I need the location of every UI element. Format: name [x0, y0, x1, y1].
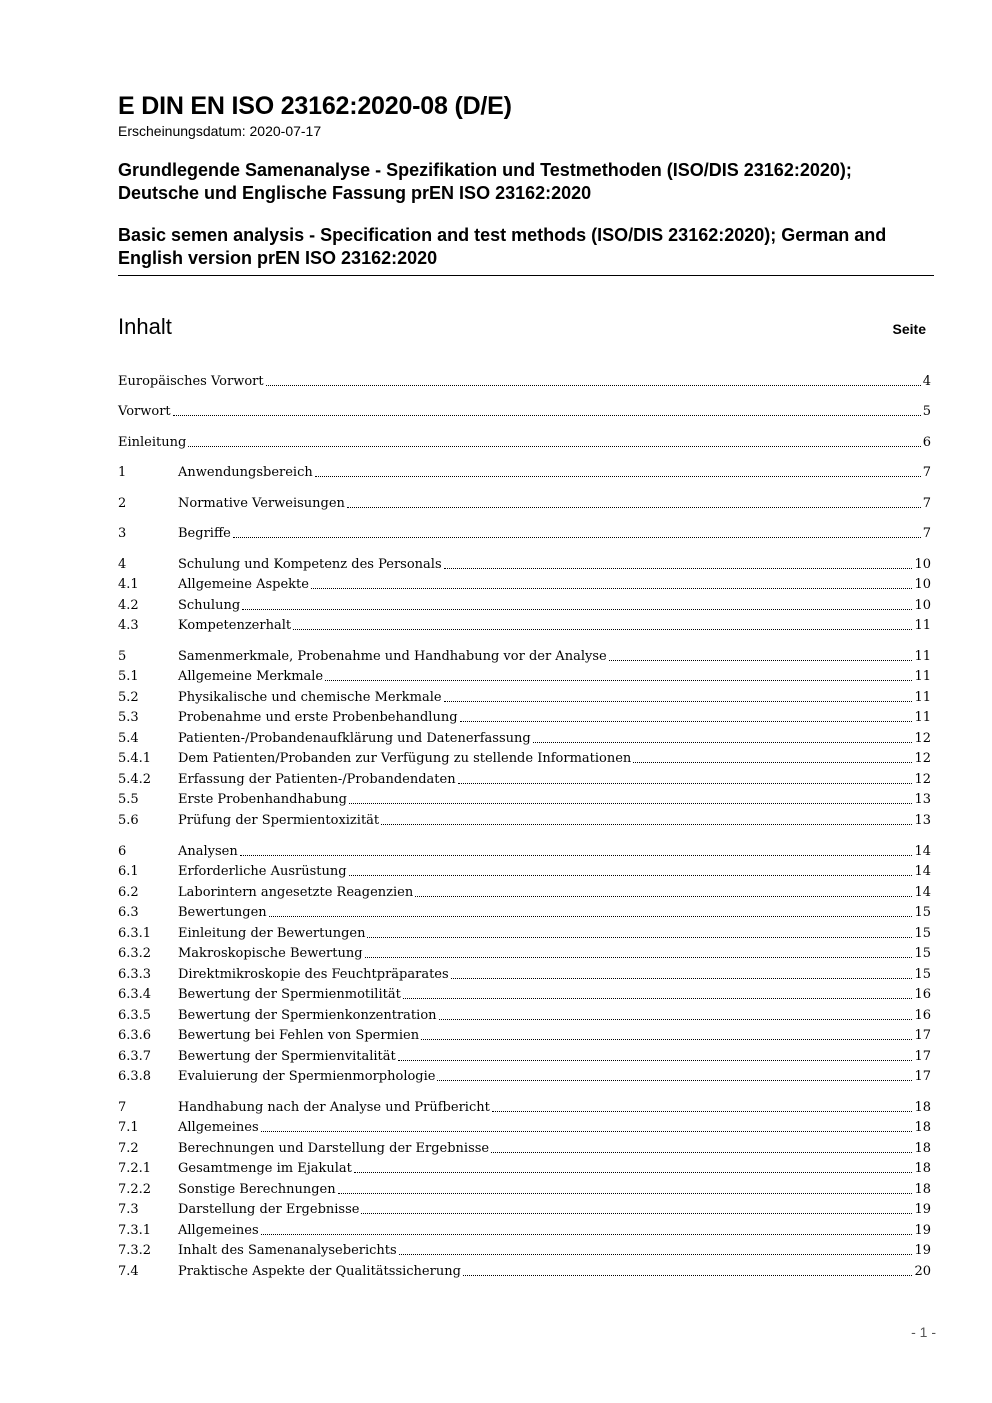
toc-dot-leader: [460, 721, 913, 722]
toc-entry-text: Praktische Aspekte der Qualitätssicherung: [178, 1264, 461, 1279]
toc-entry-page: 6: [922, 435, 931, 450]
toc-entry-number: 6.3.1: [118, 926, 152, 941]
toc-entry-number: 6.3.4: [118, 987, 152, 1002]
toc-entry-number: 6.3.2: [118, 946, 152, 961]
toc-entry-text: Kompetenzerhalt: [178, 618, 292, 633]
page-number: - 1 -: [911, 1324, 936, 1340]
toc-dot-leader: [444, 701, 913, 702]
toc-entry-number: 5.4: [118, 731, 139, 746]
toc-entry[interactable]: [118, 768, 931, 788]
toc-entry[interactable]: [118, 461, 931, 481]
toc-dot-leader: [347, 507, 921, 508]
toc-entry-page: 15: [914, 926, 931, 941]
toc-entry[interactable]: [118, 1116, 931, 1136]
toc-entry[interactable]: [118, 809, 931, 829]
toc-entry[interactable]: [118, 788, 931, 808]
toc-entry[interactable]: [118, 881, 931, 901]
toc-dot-leader: [444, 568, 913, 569]
title-german: Grundlegende Samenanalyse - Spezifikation und Testmethoden (ISO/DIS 23162:2020); Deutsche und Englische Fassung prEN ISO 23162:2020: [118, 160, 852, 203]
toc-entry[interactable]: [118, 1260, 931, 1280]
toc-entry[interactable]: [118, 1065, 931, 1085]
toc-entry-page: 7: [922, 465, 931, 480]
toc-entry-number: 4: [118, 557, 127, 572]
toc-entry-text: Bewertung bei Fehlen von Spermien: [178, 1028, 420, 1043]
toc-entry[interactable]: [118, 983, 931, 1003]
toc-entry-number: 1: [118, 465, 127, 480]
toc-heading: [118, 313, 926, 341]
toc-entry-page: 11: [914, 649, 931, 664]
toc-entry-text: Evaluierung der Spermienmorphologie: [178, 1069, 436, 1084]
toc-entry-text: Patienten-/Probandenaufklärung und Datenerfassung: [178, 731, 531, 746]
toc-entry-text: Allgemeine Merkmale: [178, 669, 324, 684]
toc-entry-text: Begriffe: [178, 526, 231, 541]
toc-dot-leader: [451, 978, 913, 979]
toc-entry-text: Handhabung nach der Analyse und Prüfbericht: [178, 1100, 490, 1115]
toc-entry-text: Analysen: [178, 844, 238, 859]
toc-entry-number: 7.2.1: [118, 1161, 152, 1176]
toc-dot-leader: [242, 609, 912, 610]
toc-entry-number: 4.3: [118, 618, 139, 633]
toc-entry-page: 11: [914, 710, 931, 725]
toc-dot-leader: [311, 588, 912, 589]
toc-entry-page: 18: [914, 1100, 931, 1115]
toc-entry-page: 19: [914, 1223, 931, 1238]
toc-entry-number: 7.1: [118, 1120, 139, 1135]
toc-entry[interactable]: [118, 665, 931, 685]
toc-entry-text: Samenmerkmale, Probenahme und Handhabung vor der Analyse: [178, 649, 607, 664]
toc-entry-number: 7.2.2: [118, 1182, 152, 1197]
toc-entry-number: 7.2: [118, 1141, 139, 1156]
title-english: Basic semen analysis - Specification and test methods (ISO/DIS 23162:2020); German and English version prEN ISO 23162:2020: [118, 225, 887, 268]
toc-entry[interactable]: [118, 860, 931, 880]
publication-date: Erscheinungsdatum: 2020-07-17: [118, 123, 322, 139]
toc-entry-number: 6.3.8: [118, 1069, 152, 1084]
toc-entry[interactable]: [118, 370, 931, 390]
toc-entry-number: 5.2: [118, 690, 139, 705]
toc-entry-page: 14: [914, 844, 931, 859]
toc-entry-text: Schulung: [178, 598, 241, 613]
toc-entry-number: 7.3.1: [118, 1223, 152, 1238]
toc-entry[interactable]: [118, 706, 931, 726]
toc-entry[interactable]: [118, 492, 931, 512]
toc-dot-leader: [633, 762, 912, 763]
toc-entry-text: Laborintern angesetzte Reagenzien: [178, 885, 414, 900]
toc-entry-page: 18: [914, 1120, 931, 1135]
toc-entry[interactable]: [118, 901, 931, 921]
toc-entry-text: Direktmikroskopie des Feuchtpräparates: [178, 967, 449, 982]
toc-entry-number: 4.2: [118, 598, 139, 613]
toc-entry-text: Allgemeines: [178, 1223, 259, 1238]
toc-entry-number: 5.5: [118, 792, 139, 807]
toc-entry-text: Darstellung der Ergebnisse: [178, 1202, 360, 1217]
toc-dot-leader: [421, 1039, 912, 1040]
toc-entry-text: Prüfung der Spermientoxizität: [178, 813, 380, 828]
toc-entry-page: 17: [914, 1028, 931, 1043]
toc-entry-page: 7: [922, 496, 931, 511]
toc-entry-page: 20: [914, 1264, 931, 1279]
toc-entry-page: 14: [914, 885, 931, 900]
toc-entry-page: 13: [914, 813, 931, 828]
toc-dot-leader: [315, 476, 921, 477]
toc-entry-page: 14: [914, 864, 931, 879]
toc-entry-number: 6.3.7: [118, 1049, 152, 1064]
toc-dot-leader: [365, 957, 913, 958]
toc-entry-text: Einleitung: [118, 435, 187, 450]
toc-entry[interactable]: [118, 522, 931, 542]
toc-entry-page: 18: [914, 1141, 931, 1156]
toc-entry-page: 13: [914, 792, 931, 807]
toc-dot-leader: [437, 1080, 912, 1081]
toc-entry-text: Berechnungen und Darstellung der Ergebnisse: [178, 1141, 490, 1156]
toc-entry[interactable]: [118, 431, 931, 451]
toc-entry-page: 12: [914, 772, 931, 787]
toc-entry-page: 5: [922, 404, 931, 419]
toc-entry[interactable]: [118, 1178, 931, 1198]
toc-entry-page: 19: [914, 1202, 931, 1217]
toc-entry[interactable]: [118, 686, 931, 706]
toc-dot-leader: [293, 629, 912, 630]
toc-entry-number: 5.6: [118, 813, 139, 828]
toc-dot-leader: [398, 1060, 913, 1061]
toc-entry-page: 16: [914, 987, 931, 1002]
toc-entry-text: Allgemeines: [178, 1120, 259, 1135]
toc-entry-number: 7.4: [118, 1264, 139, 1279]
toc-dot-leader: [439, 1019, 913, 1020]
toc-dot-leader: [325, 680, 912, 681]
toc-entry-page: 19: [914, 1243, 931, 1258]
toc-entry-page: 12: [914, 751, 931, 766]
toc-entry[interactable]: [118, 1137, 931, 1157]
toc-entry[interactable]: [118, 1024, 931, 1044]
toc-entry-page: 15: [914, 905, 931, 920]
toc-entry[interactable]: [118, 1198, 931, 1218]
toc-dot-leader: [261, 1131, 913, 1132]
toc-dot-leader: [349, 875, 913, 876]
toc-dot-leader: [463, 1275, 913, 1276]
toc-entry-number: 5: [118, 649, 127, 664]
toc-dot-leader: [240, 855, 913, 856]
toc-entry-number: 7.3: [118, 1202, 139, 1217]
toc-entry-page: 7: [922, 526, 931, 541]
toc-entry[interactable]: [118, 727, 931, 747]
toc-entry-page: 18: [914, 1161, 931, 1176]
toc-dot-leader: [188, 446, 920, 447]
toc-entry[interactable]: [118, 614, 931, 634]
toc-entry-text: Bewertungen: [178, 905, 267, 920]
toc-entry[interactable]: [118, 1219, 931, 1239]
toc-dot-leader: [349, 803, 913, 804]
toc-entry-text: Bewertung der Spermienkonzentration: [178, 1008, 437, 1023]
toc-entry-number: 2: [118, 496, 127, 511]
toc-entry-text: Erste Probenhandhabung: [178, 792, 347, 807]
toc-dot-leader: [609, 660, 913, 661]
toc-entry-text: Anwendungsbereich: [178, 465, 313, 480]
toc-entry[interactable]: [118, 1045, 931, 1065]
toc-dot-leader: [261, 1234, 913, 1235]
toc-entry-number: 6.3.3: [118, 967, 152, 982]
toc-entry-text: Vorwort: [118, 404, 171, 419]
toc-entry-text: Probenahme und erste Probenbehandlung: [178, 710, 458, 725]
toc-entry[interactable]: [118, 1096, 931, 1116]
toc-dot-leader: [458, 783, 913, 784]
toc-entry[interactable]: [118, 573, 931, 593]
toc-entry-text: Gesamtmenge im Ejakulat: [178, 1161, 352, 1176]
toc-entry[interactable]: [118, 840, 931, 860]
toc-entry-number: 7: [118, 1100, 127, 1115]
toc-entry[interactable]: [118, 645, 931, 665]
toc-entry-text: Makroskopische Bewertung: [178, 946, 363, 961]
toc-dot-leader: [381, 824, 912, 825]
toc-entry-text: Europäisches Vorwort: [118, 374, 264, 389]
toc-dot-leader: [338, 1193, 913, 1194]
toc-entry-number: 5.4.2: [118, 772, 152, 787]
toc-title: Inhalt: [118, 314, 172, 339]
toc-entry-number: 6: [118, 844, 127, 859]
toc-dot-leader: [492, 1111, 913, 1112]
toc-dot-leader: [269, 916, 913, 917]
toc-entry[interactable]: [118, 400, 931, 420]
toc-entry-page: 11: [914, 690, 931, 705]
toc-entry-number: 6.2: [118, 885, 139, 900]
toc-dot-leader: [533, 742, 913, 743]
toc-page-label: Seite: [892, 321, 926, 337]
toc-entry-page: 17: [914, 1049, 931, 1064]
toc-entry[interactable]: [118, 1239, 931, 1259]
header-divider: [118, 275, 934, 276]
document-header: [118, 92, 934, 270]
toc-entry[interactable]: [118, 1004, 931, 1024]
toc-entry-text: Bewertung der Spermienvitalität: [178, 1049, 396, 1064]
toc-entry-number: 7.3.2: [118, 1243, 152, 1258]
toc-entry[interactable]: [118, 594, 931, 614]
toc-entry-page: 10: [914, 557, 931, 572]
toc-entry-text: Schulung und Kompetenz des Personals: [178, 557, 442, 572]
toc-entry-text: Dem Patienten/Probanden zur Verfügung zu stellende Informationen: [178, 751, 632, 766]
toc-entry-page: 12: [914, 731, 931, 746]
toc-dot-leader: [415, 896, 912, 897]
toc-dot-leader: [361, 1213, 912, 1214]
toc-entry-number: 5.1: [118, 669, 139, 684]
toc-dot-leader: [491, 1152, 912, 1153]
toc-entry[interactable]: [118, 942, 931, 962]
toc-dot-leader: [173, 415, 921, 416]
toc-entry-page: 15: [914, 946, 931, 961]
toc-entry-page: 10: [914, 598, 931, 613]
toc-entry[interactable]: [118, 963, 931, 983]
toc-entry-number: 5.3: [118, 710, 139, 725]
toc-entry-page: 4: [922, 374, 931, 389]
toc-entry-page: 10: [914, 577, 931, 592]
toc-entry-number: 6.1: [118, 864, 139, 879]
toc-entry-text: Allgemeine Aspekte: [178, 577, 309, 592]
toc-entry-page: 11: [914, 669, 931, 684]
document-id: E DIN EN ISO 23162:2020-08 (D/E): [118, 92, 512, 120]
toc-dot-leader: [266, 385, 921, 386]
toc-entry[interactable]: [118, 922, 931, 942]
toc-entry-text: Sonstige Berechnungen: [178, 1182, 336, 1197]
toc-entry-page: 15: [914, 967, 931, 982]
toc-dot-leader: [399, 1254, 913, 1255]
toc-entry-text: Normative Verweisungen: [178, 496, 345, 511]
toc-entry-number: 4.1: [118, 577, 139, 592]
toc-entry[interactable]: [118, 553, 931, 573]
toc-entry-text: Bewertung der Spermienmotilität: [178, 987, 401, 1002]
toc-entry-number: 6.3: [118, 905, 139, 920]
toc-entry-text: Inhalt des Samenanalyseberichts: [178, 1243, 397, 1258]
toc-entry-number: 6.3.6: [118, 1028, 152, 1043]
toc-entry-page: 18: [914, 1182, 931, 1197]
toc-entry-text: Erforderliche Ausrüstung: [178, 864, 347, 879]
toc-entry-page: 16: [914, 1008, 931, 1023]
toc-entry-text: Physikalische und chemische Merkmale: [178, 690, 442, 705]
toc-entry-page: 11: [914, 618, 931, 633]
toc-entry-page: 17: [914, 1069, 931, 1084]
toc-entry-number: 5.4.1: [118, 751, 152, 766]
toc-entry[interactable]: [118, 1157, 931, 1177]
toc-dot-leader: [403, 998, 913, 999]
toc-entry-text: Einleitung der Bewertungen: [178, 926, 366, 941]
toc-entry-number: 6.3.5: [118, 1008, 152, 1023]
toc-entry[interactable]: [118, 747, 931, 767]
toc-dot-leader: [367, 937, 912, 938]
toc-entry-text: Erfassung der Patienten-/Probandendaten: [178, 772, 456, 787]
toc-entry-number: 3: [118, 526, 127, 541]
toc-dot-leader: [354, 1172, 913, 1173]
toc-dot-leader: [233, 537, 921, 538]
